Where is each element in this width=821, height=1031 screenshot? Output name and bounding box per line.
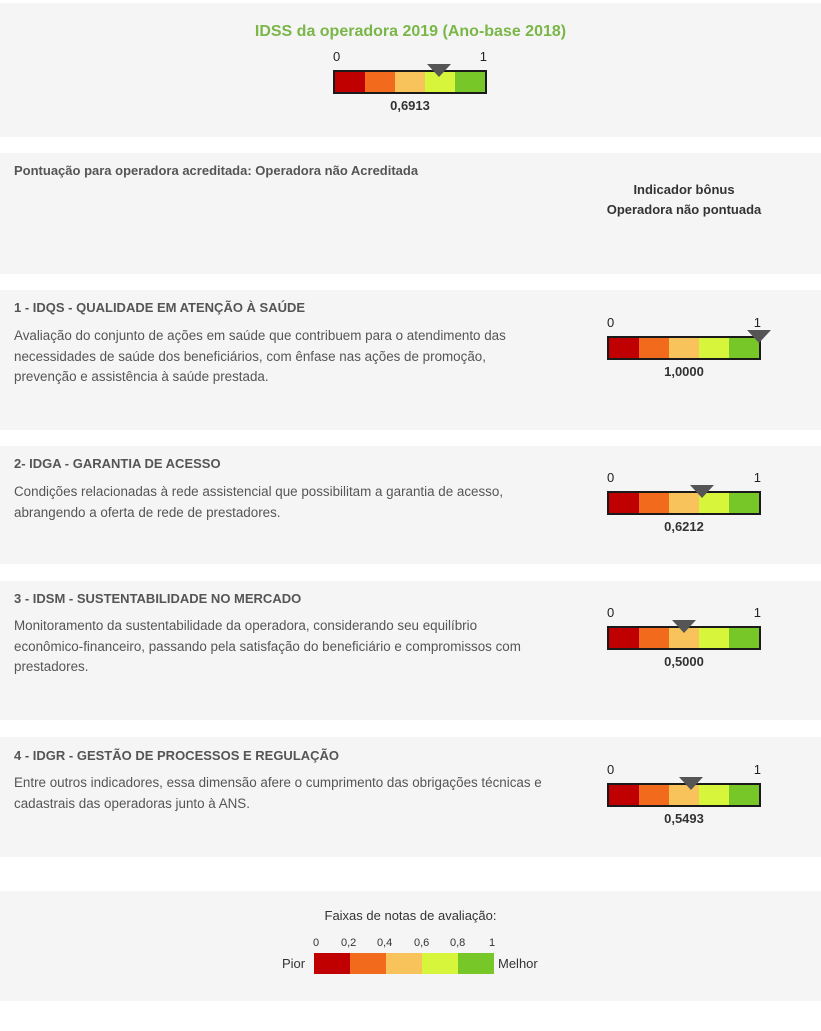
scale-band-3 <box>386 953 422 974</box>
scale-band-2 <box>350 953 386 974</box>
idqs-gauge <box>607 316 763 378</box>
scale-band-5 <box>729 628 759 648</box>
scale-band-1 <box>609 493 639 513</box>
gauge-bar <box>607 336 761 360</box>
idsm-gauge <box>607 606 763 668</box>
gauge-value: 0,6913 <box>390 98 430 113</box>
bonus-title: Indicador bônus <box>633 182 735 197</box>
gauge-min-label: 0 <box>607 762 615 777</box>
gauge-value: 0,6212 <box>664 519 704 534</box>
scale-band-4 <box>422 953 458 974</box>
legend-best-label: Melhor <box>498 956 538 971</box>
scale-band-4 <box>699 785 729 805</box>
idga-gauge <box>607 471 763 533</box>
gauge-bar <box>607 491 761 515</box>
gauge-min-label: 0 <box>607 315 615 330</box>
section-description: Monitoramento da sustentabilidade da operadora, considerando seu equilíbrio econômico-financeiro, passando pela satisfação do beneficiário e compromissos com prestadores. <box>14 618 521 674</box>
legend-tick: 0,6 <box>414 937 430 949</box>
legend-title: Faixas de notas de avaliação: <box>324 908 497 923</box>
gauge-value: 0,5493 <box>664 811 704 826</box>
gauge-marker-icon <box>672 620 696 633</box>
bonus-status: Operadora não pontuada <box>606 202 762 217</box>
legend-tick: 0,4 <box>377 937 393 949</box>
section-description: Condições relacionadas à rede assistencial que possibilitam a garantia de acesso, abrangendo a oferta de rede de prestadores. <box>14 484 504 520</box>
scale-band-2 <box>639 338 669 358</box>
scale-band-5 <box>729 785 759 805</box>
scale-band-1 <box>335 72 365 92</box>
gauge-min-label: 0 <box>607 605 615 620</box>
gauge-max-label: 1 <box>753 605 761 620</box>
gauge-marker-icon <box>747 330 771 343</box>
legend-tick: 0 <box>313 937 320 949</box>
scale-band-2 <box>639 785 669 805</box>
gauge-marker-icon <box>427 64 451 77</box>
scale-band-2 <box>365 72 395 92</box>
section-title: 2- IDGA - GARANTIA DE ACESSO <box>14 456 221 471</box>
section-title: 1 - IDQS - QUALIDADE EM ATENÇÃO À SAÚDE <box>14 300 306 315</box>
gauge-min-label: 0 <box>607 470 615 485</box>
scale-band-3 <box>395 72 425 92</box>
header-panel <box>0 3 821 137</box>
section-title: 3 - IDSM - SUSTENTABILIDADE NO MERCADO <box>14 591 302 606</box>
page-title: IDSS da operadora 2019 (Ano-base 2018) <box>254 23 567 40</box>
scale-band-1 <box>609 338 639 358</box>
legend-scale-bar <box>314 953 494 974</box>
section-title: 4 - IDGR - GESTÃO DE PROCESSOS E REGULAÇÃO <box>14 748 340 763</box>
section-description: Avaliação do conjunto de ações em saúde que contribuem para o atendimento das necessidades de saúde dos beneficiários, com ênfase nas ações de promoção, prevenção e assistência à saúde prestada. <box>14 328 506 384</box>
legend-tick: 0,8 <box>450 937 466 949</box>
scale-band-4 <box>699 338 729 358</box>
scale-band-1 <box>609 785 639 805</box>
scale-band-4 <box>699 628 729 648</box>
legend-tick: 0,2 <box>341 937 357 949</box>
idgr-gauge <box>607 763 763 825</box>
scale-band-2 <box>639 493 669 513</box>
gauge-max-label: 1 <box>479 49 487 64</box>
scale-band-1 <box>314 953 350 974</box>
gauge-max-label: 1 <box>753 315 761 330</box>
scale-band-2 <box>639 628 669 648</box>
gauge-max-label: 1 <box>753 762 761 777</box>
accreditation-text: Pontuação para operadora acreditada: Operadora não Acreditada <box>14 163 419 178</box>
scale-band-1 <box>609 628 639 648</box>
gauge-min-label: 0 <box>333 49 341 64</box>
scale-band-5 <box>729 493 759 513</box>
gauge-value: 0,5000 <box>664 654 704 669</box>
scale-band-5 <box>455 72 485 92</box>
gauge-bar <box>333 70 487 94</box>
legend-tick: 1 <box>489 937 496 949</box>
gauge-marker-icon <box>690 485 714 498</box>
scale-band-3 <box>669 338 699 358</box>
gauge-value: 1,0000 <box>664 364 704 379</box>
gauge-marker-icon <box>679 777 703 790</box>
overall-gauge <box>333 50 489 112</box>
legend-worst-label: Pior <box>282 956 306 971</box>
bonus-indicator <box>584 180 784 220</box>
section-description: Entre outros indicadores, essa dimensão afere o cumprimento das obrigações técnicas e cadastrais das operadoras junto à ANS. <box>14 775 542 811</box>
scale-band-5 <box>458 953 494 974</box>
gauge-max-label: 1 <box>753 470 761 485</box>
